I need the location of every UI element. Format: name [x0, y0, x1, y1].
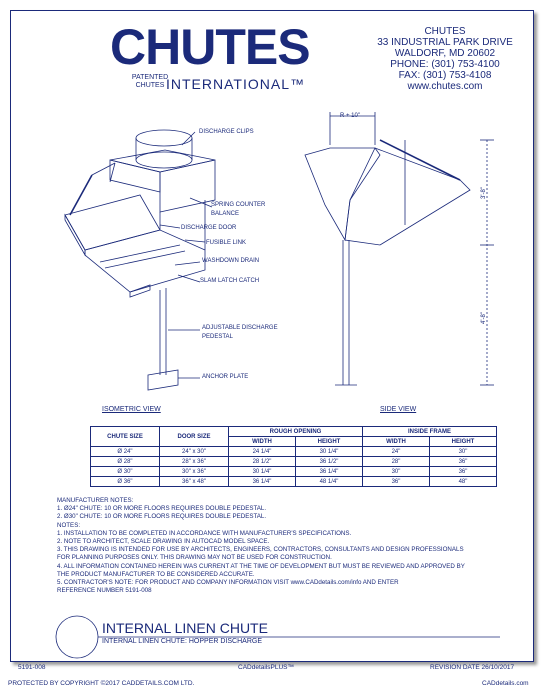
- table-row: Ø 36" 36" x 48" 36 1/4" 48 1/4" 36" 48": [91, 477, 497, 487]
- note: 3. THIS DRAWING IS INTENDED FOR USE BY ARCHITECTS, ENGINEERS, CONTRACTORS, CONSULTANTS AND DESIGN PROFESSIONALS: [57, 546, 464, 554]
- footer-copyright: PROTECTED BY COPYRIGHT ©2017 CADDETAILS.COM LTD.: [8, 680, 195, 687]
- side-dim2: 4'-8": [480, 312, 487, 324]
- title-circle: [56, 616, 98, 658]
- note: 2. NOTE TO ARCHITECT, SCALE DRAWING IN AUTOCAD MODEL SPACE.: [57, 538, 270, 546]
- iso-view-title: ISOMETRIC VIEW: [102, 406, 161, 413]
- anchor-plate: [148, 370, 178, 390]
- side-r-dim: R + 10": [340, 113, 360, 119]
- note: FOR PLANNING PURPOSES ONLY. THIS DRAWING MAY NOT BE USED FOR CONSTRUCTION.: [57, 554, 332, 562]
- drawing-title: INTERNAL LINEN CHUTE: [102, 620, 268, 636]
- fax: FAX: (301) 753-4108: [398, 70, 492, 81]
- th-inside-height: HEIGHT: [430, 437, 497, 447]
- note: REFERENCE NUMBER 5191-008: [57, 587, 152, 595]
- notes-block: [57, 497, 517, 595]
- footer-ref: 5191-008: [18, 664, 46, 671]
- address-line1: 33 INDUSTRIAL PARK DRIVE: [377, 37, 513, 48]
- th-chute: CHUTE SIZE: [91, 427, 160, 447]
- phone: PHONE: (301) 753-4100: [390, 59, 500, 70]
- mfr-note: 2. Ø30" CHUTE: 10 OR MORE FLOORS REQUIRES DOUBLE PEDESTAL.: [57, 513, 267, 521]
- th-rough-width: WIDTH: [229, 437, 296, 447]
- hopper-top: [110, 150, 215, 172]
- drawing-subtitle: INTERNAL LINEN CHUTE: HOPPER DISCHARGE: [102, 638, 262, 645]
- mfr-note: 1. Ø24" CHUTE: 10 OR MORE FLOORS REQUIRES DOUBLE PEDESTAL.: [57, 505, 267, 513]
- footer-revision: REVISION DATE 26/10/2017: [430, 664, 515, 671]
- table-row: Ø 28" 28" x 36" 28 1/2" 36 1/2" 28" 36": [91, 457, 497, 467]
- label-discharge-clips: DISCHARGE CLIPS: [199, 129, 254, 135]
- notes-title: NOTES:: [57, 521, 81, 529]
- table-row: Ø 30" 30" x 36" 30 1/4" 36 1/4" 30" 36": [91, 467, 497, 477]
- size-table: [90, 426, 497, 487]
- th-door: DOOR SIZE: [160, 427, 229, 447]
- th-rough-height: HEIGHT: [296, 437, 363, 447]
- label-slam-latch: SLAM LATCH CATCH: [200, 278, 260, 284]
- note: 5. CONTRACTOR'S NOTE: FOR PRODUCT AND COMPANY INFORMATION VISIT www.CADdetails.com/info AND ENTER: [57, 579, 399, 587]
- label-pedestal1: ADJUSTABLE DISCHARGE: [202, 325, 278, 331]
- mfr-notes-title: MANUFACTURER NOTES:: [57, 497, 134, 504]
- website-link[interactable]: www.chutes.com: [407, 81, 483, 92]
- note: 1. INSTALLATION TO BE COMPLETED IN ACCORDANCE WITH MANUFACTURER'S SPECIFICATIONS.: [57, 529, 352, 537]
- label-washdown: WASHDOWN DRAIN: [202, 258, 260, 264]
- note: 4. ALL INFORMATION CONTAINED HEREIN WAS CURRENT AT THE TIME OF DEVELOPMENT BUT MUST BE REVIEWED AND APPROVED BY: [57, 562, 465, 570]
- label-spring2: BALANCE: [211, 211, 240, 217]
- label-discharge-door: DISCHARGE DOOR: [181, 225, 237, 231]
- note: THE PRODUCT MANUFACTURER TO BE CONSIDERED ACCURATE.: [57, 570, 255, 578]
- side-view-title: SIDE VIEW: [380, 406, 417, 413]
- logo-patented: PATENTED CHUTES: [131, 74, 169, 89]
- label-pedestal2: PEDESTAL: [202, 334, 233, 340]
- label-spring1: SPRING COUNTER: [211, 202, 266, 208]
- brand-logo: CHUTES: [110, 19, 310, 75]
- company-name: CHUTES: [424, 26, 466, 37]
- address-line2: WALDORF, MD 20602: [394, 48, 496, 59]
- table-row: Ø 24" 24" x 30" 24 1/4" 30 1/4" 24" 30": [91, 447, 497, 457]
- side-spring: [380, 140, 460, 180]
- discharge-door: [65, 195, 160, 250]
- th-inside-width: WIDTH: [363, 437, 430, 447]
- side-dim1: 3'-8": [480, 187, 487, 199]
- th-inside: INSIDE FRAME: [363, 427, 497, 437]
- footer-site-link[interactable]: CADdetails.com: [482, 680, 529, 687]
- logo-international: INTERNATIONAL™: [166, 76, 305, 92]
- label-fusible-link: FUSIBLE LINK: [206, 240, 247, 246]
- footer-center: CADdetailsPLUS™: [238, 664, 294, 671]
- label-anchor: ANCHOR PLATE: [202, 374, 249, 380]
- th-rough: ROUGH OPENING: [229, 427, 363, 437]
